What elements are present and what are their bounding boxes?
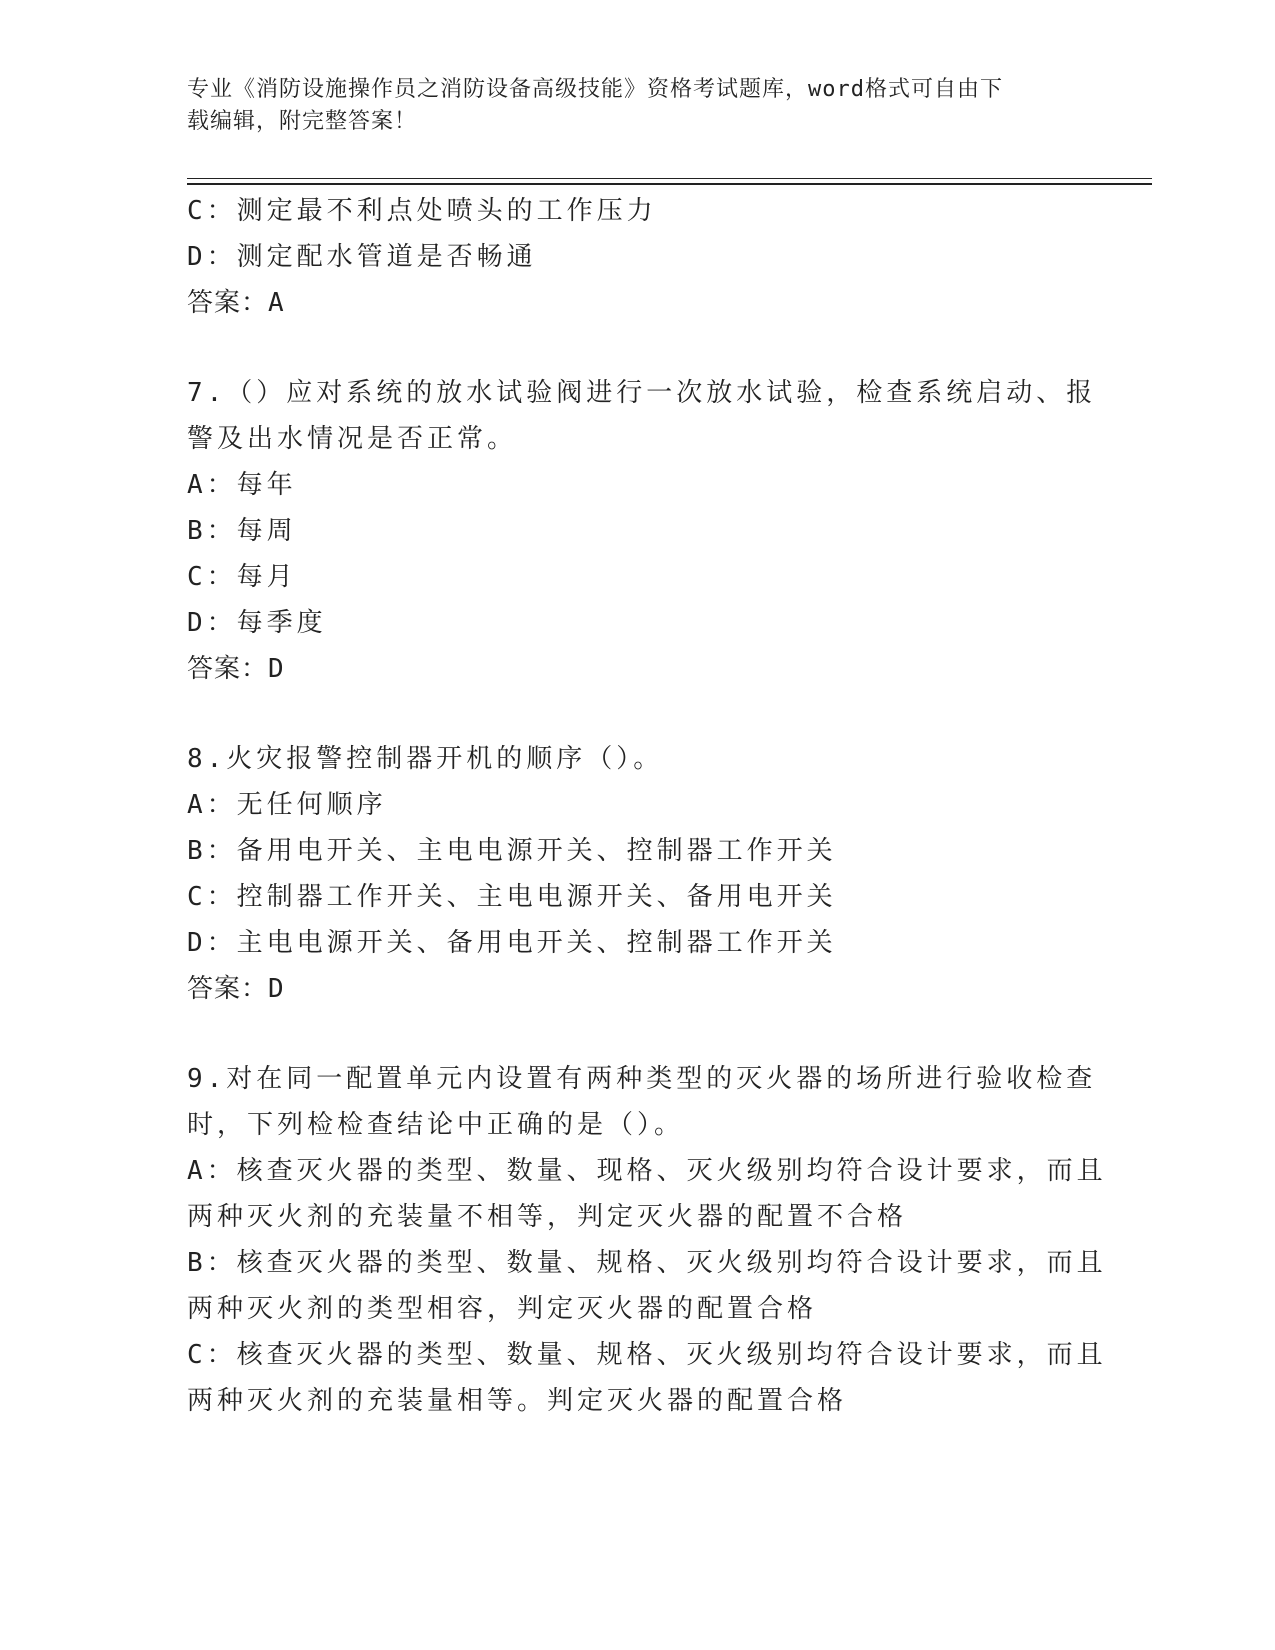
question-8 bbox=[187, 736, 1077, 1012]
spacer bbox=[187, 692, 1077, 736]
document-header bbox=[187, 74, 1067, 138]
option-d: D：主电电源开关、备用电开关、控制器工作开关 bbox=[187, 928, 837, 958]
option-b: B：每周 bbox=[187, 516, 297, 546]
option-c: C：测定最不利点处喷头的工作压力 bbox=[187, 196, 657, 226]
option-c-continued: 两种灭火剂的充装量相等。判定灭火器的配置合格 bbox=[187, 1386, 848, 1416]
option-c: C：控制器工作开关、主电电源开关、备用电开关 bbox=[187, 882, 837, 912]
answer-line: 答案：D bbox=[187, 974, 285, 1004]
question-stem-continued: 警及出水情况是否正常。 bbox=[187, 424, 518, 454]
option-b: B：核查灭火器的类型、数量、规格、灭火级别均符合设计要求，而且 bbox=[187, 1248, 1107, 1278]
option-b: B：备用电开关、主电电源开关、控制器工作开关 bbox=[187, 836, 837, 866]
question-stem: 8.火灾报警控制器开机的顺序（）。 bbox=[187, 744, 664, 774]
question-stem: 7.（）应对系统的放水试验阀进行一次放水试验，检查系统启动、报 bbox=[187, 378, 1097, 408]
option-a-continued: 两种灭火剂的充装量不相等，判定灭火器的配置不合格 bbox=[187, 1202, 908, 1232]
option-a: A：核查灭火器的类型、数量、现格、灭火级别均符合设计要求，而且 bbox=[187, 1156, 1107, 1186]
header-divider-thin bbox=[187, 178, 1152, 179]
option-a: A：无任何顺序 bbox=[187, 790, 387, 820]
question-stem: 9.对在同一配置单元内设置有两种类型的灭火器的场所进行验收检查 bbox=[187, 1064, 1097, 1094]
spacer bbox=[187, 326, 1077, 370]
header-line-1: 专业《消防设施操作员之消防设备高级技能》资格考试题库，word格式可自由下 bbox=[187, 77, 1003, 102]
option-d: D：测定配水管道是否畅通 bbox=[187, 242, 537, 272]
header-line-2: 载编辑，附完整答案！ bbox=[187, 109, 418, 134]
option-d: D：每季度 bbox=[187, 608, 327, 638]
option-a: A：每年 bbox=[187, 470, 297, 500]
answer-line: 答案：D bbox=[187, 654, 285, 684]
header-divider-thick bbox=[187, 183, 1152, 185]
option-c: C：每月 bbox=[187, 562, 297, 592]
option-c: C：核查灭火器的类型、数量、规格、灭火级别均符合设计要求，而且 bbox=[187, 1340, 1107, 1370]
answer-line: 答案：A bbox=[187, 288, 285, 318]
spacer bbox=[187, 1012, 1077, 1056]
question-stem-continued: 时，下列检检查结论中正确的是（）。 bbox=[187, 1110, 685, 1140]
question-content bbox=[187, 188, 1107, 1424]
question-6-tail bbox=[187, 188, 1077, 326]
question-7 bbox=[187, 370, 1097, 692]
option-b-continued: 两种灭火剂的类型相容，判定灭火器的配置合格 bbox=[187, 1294, 818, 1324]
question-9 bbox=[187, 1056, 1107, 1424]
